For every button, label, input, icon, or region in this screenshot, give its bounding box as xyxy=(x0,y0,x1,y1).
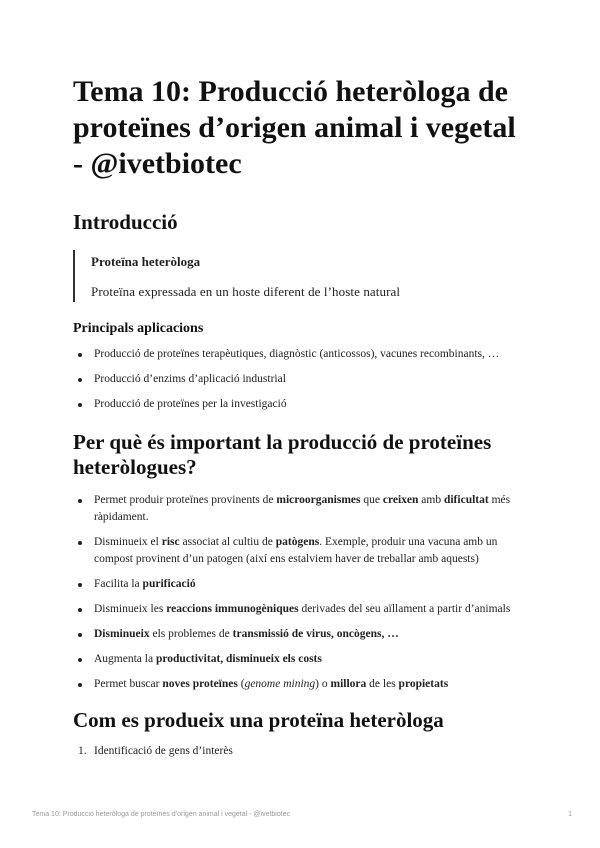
text-run: més ràpidament. xyxy=(94,494,511,523)
text-run: genome mining xyxy=(244,678,316,690)
text-run: productivitat, disminueix els costs xyxy=(155,653,322,665)
text-run: ) o xyxy=(315,678,331,690)
text-run: Facilita la xyxy=(94,578,143,590)
section-heading-per-que: Per què és important la producció de proteïnes heteròlogues? xyxy=(73,430,492,479)
text-run: propietats xyxy=(398,678,449,690)
text-run: reaccions immunogèniques xyxy=(166,603,299,615)
section-heading-introduccio: Introducció xyxy=(73,210,178,234)
text-run: que xyxy=(360,494,383,506)
applications-list xyxy=(73,346,533,413)
text-run: purificació xyxy=(142,578,196,590)
text-run: amb xyxy=(418,494,444,506)
text-run: transmissió de virus, oncògens, … xyxy=(232,628,399,640)
reasons-list xyxy=(73,492,533,693)
step-number: 1. xyxy=(78,745,87,757)
list-item: Producció de proteïnes per la investigació xyxy=(73,396,533,413)
text-run: Disminueix xyxy=(94,628,150,640)
list-item xyxy=(73,601,533,618)
text-run: creixen xyxy=(382,494,419,506)
text-run: els problemes de xyxy=(149,628,233,640)
text-run: de les xyxy=(366,678,399,690)
text-run: millora xyxy=(330,678,367,690)
text-run: patògens xyxy=(275,536,320,548)
page-footer xyxy=(32,811,572,818)
text-run: . Exemple, produir una vacuna amb un compost provinent d’un patogen (així ens estalviem haver de treballar amb aquests) xyxy=(94,536,498,565)
step-text: Identificació de gens d’interès xyxy=(94,745,233,757)
list-item xyxy=(73,676,533,693)
text-run: Permet buscar xyxy=(94,678,163,690)
list-item xyxy=(73,651,533,668)
list-item xyxy=(73,743,533,760)
text-run: Augmenta la xyxy=(94,653,156,665)
page-number: 1 xyxy=(568,811,572,818)
callout-title: Proteïna heteròloga xyxy=(91,254,201,269)
list-item xyxy=(73,492,533,526)
list-item xyxy=(73,576,533,593)
text-run: Disminueix les xyxy=(94,603,167,615)
text-run: Permet produir proteïnes provinents de xyxy=(94,494,277,506)
list-item: Producció d’enzims d’aplicació industrial xyxy=(73,371,533,388)
text-run: dificultat xyxy=(443,494,489,506)
footer-title: Tema 10: Producció heteròloga de proteïnes d’origen animal i vegetal - @ivetbiotec xyxy=(32,811,291,818)
callout-definition xyxy=(73,250,533,302)
text-run: ( xyxy=(237,678,245,690)
callout-text: Proteïna expressada en un hoste diferent de l’hoste natural xyxy=(91,284,401,299)
list-item xyxy=(73,626,533,643)
text-run: risc xyxy=(161,536,180,548)
list-item: Producció de proteïnes terapèutiques, diagnòstic (anticossos), vacunes recombinants, … xyxy=(73,346,533,363)
text-run: Disminueix el xyxy=(94,536,162,548)
text-run: associat al cultiu de xyxy=(179,536,276,548)
section-heading-com-es-produeix: Com es produeix una proteïna heteròloga xyxy=(73,708,444,732)
list-item xyxy=(73,534,533,568)
subheading-principals-aplicacions: Principals aplicacions xyxy=(73,321,204,336)
text-run: derivades del seu aïllament a partir d’animals xyxy=(298,603,511,615)
steps-list xyxy=(73,743,533,760)
text-run: microorganismes xyxy=(276,494,361,506)
document-page xyxy=(73,74,533,760)
text-run: noves proteïnes xyxy=(162,678,238,690)
page-title: Tema 10: Producció heteròloga de proteïnes d’origen animal i vegetal - @ivetbiotec xyxy=(73,75,516,180)
